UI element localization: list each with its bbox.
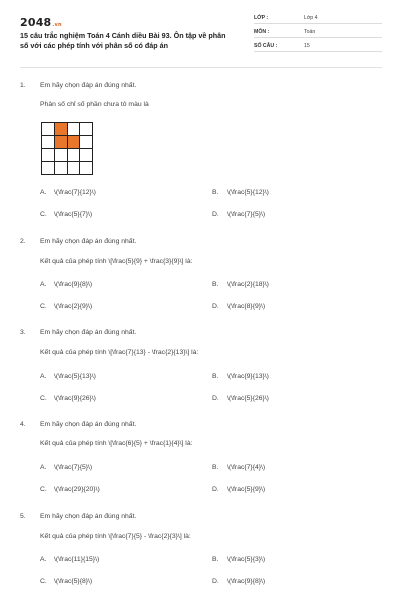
option-b-letter[interactable]: B. [212,189,219,196]
option-b-text[interactable]: \(\frac{5}{3}\) [227,556,266,563]
option-b-letter[interactable]: B. [212,464,219,471]
meta-value: Lớp 4 [304,15,318,21]
grid-cell [54,149,67,162]
question-prompt: Em hãy chọn đáp án đúng nhất. [40,238,137,245]
option-a-text[interactable]: \(\frac{11}{15}\) [54,556,100,563]
option-c-text[interactable]: \(\frac{29}{20}\) [54,486,100,493]
option-a-text[interactable]: \(\frac{5}{13}\) [54,373,96,380]
option-d-letter[interactable]: D. [212,395,219,402]
option-d-letter[interactable]: D. [212,486,219,493]
question-prompt: Em hãy chọn đáp án đúng nhất. [40,82,137,89]
option-c-letter[interactable]: C. [40,303,47,310]
option-c-letter[interactable]: C. [40,486,47,493]
question-number: 3. [20,329,26,336]
option-a-text[interactable]: \(\frac{7}{12}\) [54,189,96,196]
grid-cell [80,123,93,136]
logo-text: 2048 [20,16,52,29]
option-b-text[interactable]: \(\frac{5}{12}\) [227,189,269,196]
grid-cell [54,162,67,175]
option-c-text[interactable]: \(\frac{2}{9}\) [54,303,93,310]
question-text: Kết quả của phép tính \[\frac{7}{13} - \frac{2}{13}\] là: [40,349,199,356]
option-a-letter[interactable]: A. [40,189,47,196]
question-number: 4. [20,421,26,428]
grid-cell [80,136,93,149]
question-text: Kết quả của phép tính \[\frac{5}{9} + \frac{3}{9}\] là: [40,258,193,265]
option-b-letter[interactable]: B. [212,281,219,288]
grid-cell [67,162,80,175]
grid-cell [42,149,55,162]
question-prompt: Em hãy chọn đáp án đúng nhất. [40,329,137,336]
question-text: Kết quả của phép tính \[\frac{7}{5} - \frac{2}{3}\] là: [40,533,191,540]
option-c-letter[interactable]: C. [40,395,47,402]
option-a-letter[interactable]: A. [40,556,47,563]
grid-cell [67,123,80,136]
option-c-text[interactable]: \(\frac{5}{7}\) [54,211,93,218]
question-number: 1. [20,82,26,89]
question-prompt: Em hãy chọn đáp án đúng nhất. [40,421,137,428]
option-c-text[interactable]: \(\frac{5}{8}\) [54,578,93,585]
option-b-letter[interactable]: B. [212,373,219,380]
meta-label: LỚP : [254,15,269,21]
grid-cell-shaded [54,136,67,149]
logo-suffix: .vn [52,22,62,28]
question-number: 2. [20,238,26,245]
document-header [20,12,382,62]
option-d-letter[interactable]: D. [212,211,219,218]
question-prompt: Em hãy chọn đáp án đúng nhất. [40,513,137,520]
grid-cell [42,123,55,136]
option-d-text[interactable]: \(\frac{5}{26}\) [227,395,269,402]
grid-cell [80,162,93,175]
meta-row-count [254,40,382,52]
option-a-letter[interactable]: A. [40,464,47,471]
option-a-letter[interactable]: A. [40,373,47,380]
meta-info [254,12,382,54]
question-text: Kết quả của phép tính \[\frac{6}{5} + \frac{1}{4}\] là: [40,440,193,447]
option-d-letter[interactable]: D. [212,303,219,310]
header-divider [20,67,382,68]
meta-label: MÔN : [254,29,270,35]
option-a-text[interactable]: \(\frac{7}{5}\) [54,464,93,471]
option-a-letter[interactable]: A. [40,281,47,288]
question-text: Phân số chỉ số phần chưa tô màu là [40,101,149,108]
meta-row-class [254,12,382,24]
meta-value: 15 [304,43,310,49]
grid-cell [67,149,80,162]
option-b-text[interactable]: \(\frac{2}{18}\) [227,281,269,288]
grid-cell-shaded [54,123,67,136]
option-b-letter[interactable]: B. [212,556,219,563]
fraction-grid-figure [41,122,93,175]
option-d-text[interactable]: \(\frac{5}{9}\) [227,486,266,493]
meta-value: Toán [304,29,316,35]
option-a-text[interactable]: \(\frac{9}{8}\) [54,281,93,288]
grid-cell [42,162,55,175]
option-c-text[interactable]: \(\frac{9}{26}\) [54,395,96,402]
option-b-text[interactable]: \(\frac{7}{4}\) [227,464,266,471]
option-d-text[interactable]: \(\frac{7}{5}\) [227,211,266,218]
meta-label: SỐ CÂU : [254,43,278,49]
option-c-letter[interactable]: C. [40,578,47,585]
grid-cell [42,136,55,149]
grid-cell [80,149,93,162]
option-b-text[interactable]: \(\frac{9}{13}\) [227,373,269,380]
option-d-text[interactable]: \(\frac{8}{9}\) [227,303,266,310]
option-c-letter[interactable]: C. [40,211,47,218]
option-d-letter[interactable]: D. [212,578,219,585]
document-title: 15 câu trắc nghiệm Toán 4 Cánh diều Bài 93. Ôn tập về phân số với các phép tính với phân số có đáp án [20,31,226,50]
option-d-text[interactable]: \(\frac{9}{8}\) [227,578,266,585]
site-logo[interactable] [20,16,62,29]
question-number: 5. [20,513,26,520]
meta-row-subject [254,26,382,38]
grid-cell-shaded [67,136,80,149]
